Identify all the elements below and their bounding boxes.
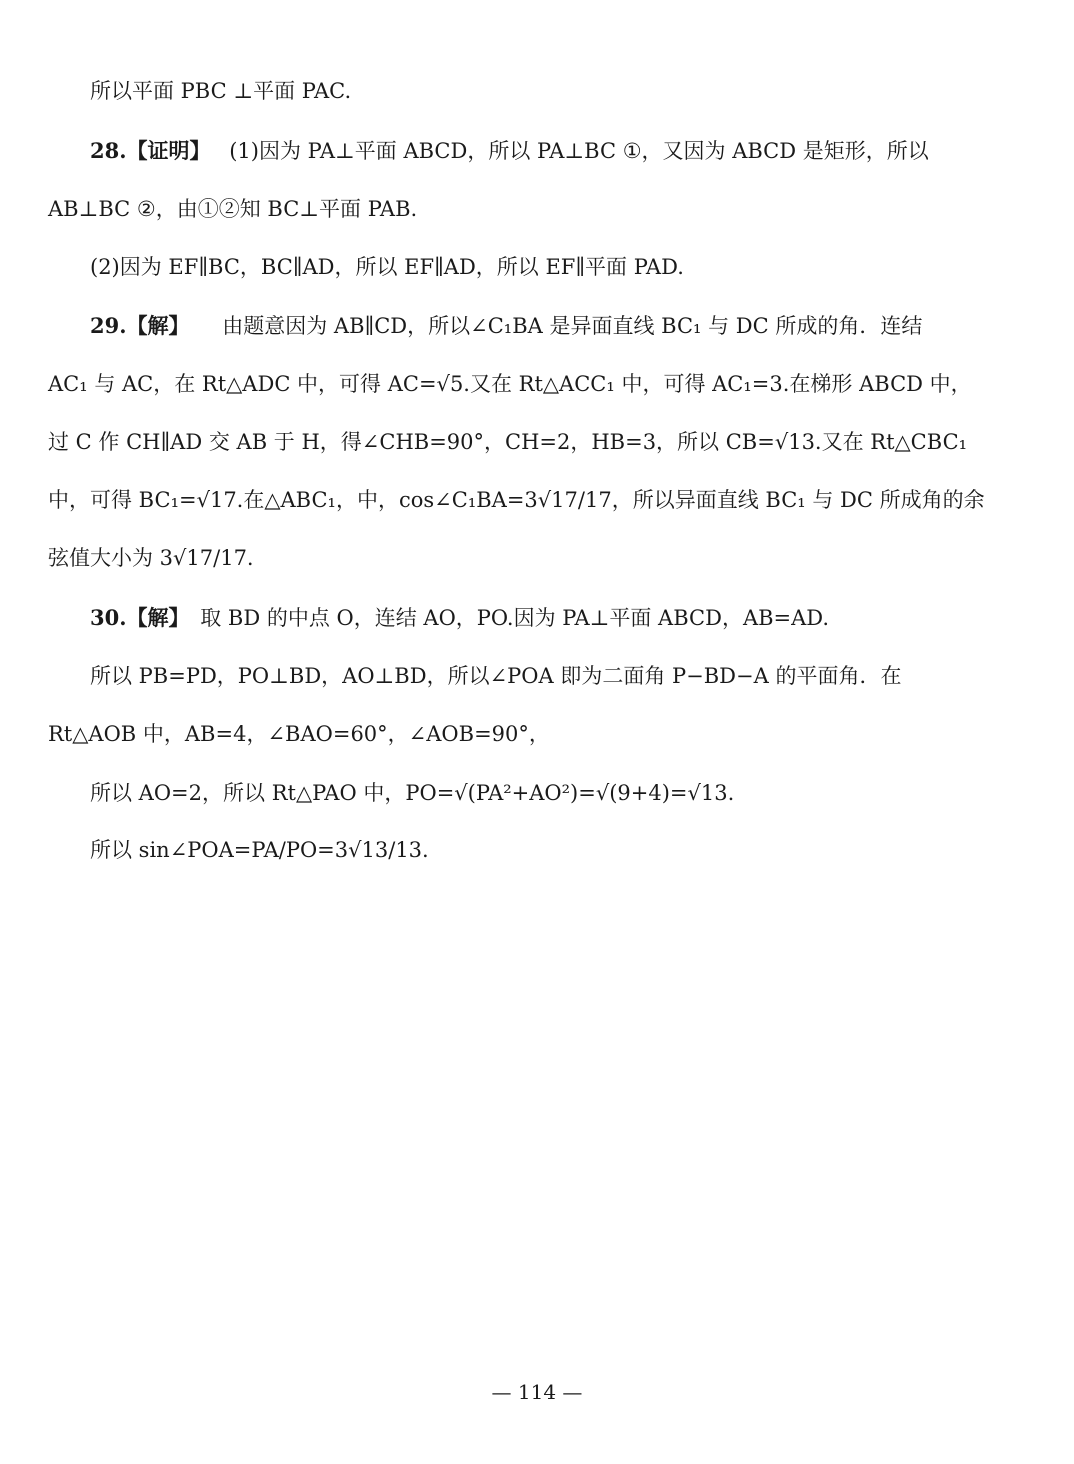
problem-30-line-1 (90, 603, 829, 633)
problem-30-line-3: Rt△AOB 中，AB=4，∠BAO=60°，∠AOB=90°， (48, 722, 550, 746)
problem-30-label: 30.【解】 (90, 605, 190, 630)
problem-29-line-3: 过 C 作 CH∥AD 交 AB 于 H，得∠CHB=90°，CH=2，HB=3，所以 CB=√13.又在 Rt△CBC₁ (48, 430, 968, 454)
text-line-1: 所以平面 PBC ⊥平面 PAC. (90, 79, 352, 103)
problem-29-line-1 (90, 311, 922, 341)
problem-30-line-2: 所以 PB=PD，PO⊥BD，AO⊥BD，所以∠POA 即为二面角 P−BD−A 的平面角．在 (90, 664, 902, 688)
problem-30-line-5: 所以 sin∠POA=PA/PO=3√13/13. (90, 838, 429, 862)
problem-28-text: (1)因为 PA⊥平面 ABCD，所以 PA⊥BC ①，又因为 ABCD 是矩形，所以 (229, 139, 929, 163)
problem-30-text: 取 BD 的中点 O，连结 AO，PO.因为 PA⊥平面 ABCD，AB=AD. (200, 606, 830, 630)
problem-29-line-5: 弦值大小为 3√17/17. (48, 546, 254, 570)
problem-29-line-4: 中，可得 BC₁=√17.在△ABC₁，中，cos∠C₁BA=3√17/17，所以异面直线 BC₁ 与 DC 所成角的余 (48, 488, 985, 512)
problem-28-label: 28.【证明】 (90, 138, 211, 163)
problem-28-line-3: (2)因为 EF∥BC，BC∥AD，所以 EF∥AD，所以 EF∥平面 PAD. (90, 255, 684, 279)
problem-29-text: 由题意因为 AB∥CD，所以∠C₁BA 是异面直线 BC₁ 与 DC 所成的角．连结 (222, 314, 923, 338)
page-number: — 114 — (491, 1380, 583, 1404)
problem-29-line-2: AC₁ 与 AC，在 Rt△ADC 中，可得 AC=√5.又在 Rt△ACC₁ 中，可得 AC₁=3.在梯形 ABCD 中， (48, 372, 972, 396)
problem-28-line-1 (90, 136, 929, 166)
problem-28-line-2: AB⊥BC ②，由①②知 BC⊥平面 PAB. (48, 197, 418, 221)
problem-30-line-4: 所以 AO=2，所以 Rt△PAO 中，PO=√(PA²+AO²)=√(9+4)=√13. (90, 781, 735, 805)
problem-29-label: 29.【解】 (90, 313, 190, 338)
